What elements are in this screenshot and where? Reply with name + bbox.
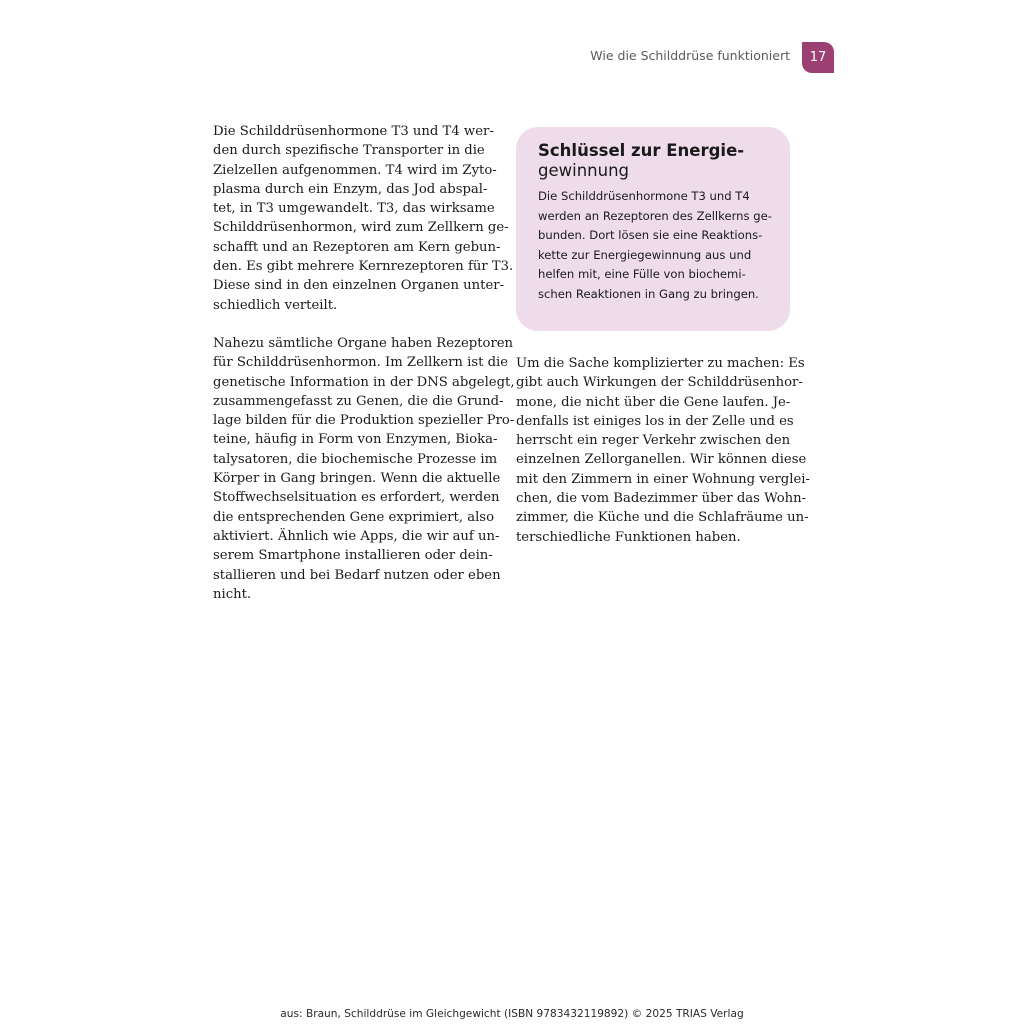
info-box-line: helfen mit, eine Fülle von biochemi- <box>538 267 746 282</box>
right-paragraph-1 <box>516 354 810 547</box>
paragraph-spacer <box>213 315 493 334</box>
text-line: Um die Sache komplizierter zu machen: Es <box>516 356 805 371</box>
info-box-title <box>538 141 776 181</box>
text-line: zimmer, die Küche und die Schlafräume un- <box>516 510 809 526</box>
text-line: teine, häufig in Form von Enzymen, Bioka- <box>213 432 498 448</box>
left-paragraph-2 <box>213 334 515 604</box>
text-line: mit den Zimmern in einer Wohnung verglei- <box>516 471 810 487</box>
text-line: für Schilddrüsenhormon. Im Zellkern ist die <box>213 355 509 371</box>
text-line: chen, die vom Badezimmer über das Wohn- <box>516 491 807 507</box>
text-line: stallieren und bei Bedarf nutzen oder eben <box>213 567 501 583</box>
info-box <box>516 127 790 331</box>
info-box-line: werden an Rezeptoren des Zellkerns ge- <box>538 208 772 223</box>
text-line: aktiviert. Ähnlich wie Apps, die wir auf un- <box>213 528 500 544</box>
text-line: Die Schilddrüsenhormone T3 und T4 wer- <box>213 124 494 139</box>
text-line: zusammengefasst zu Genen, die die Grund- <box>213 393 504 409</box>
text-line: Körper in Gang bringen. Wenn die aktuelle <box>213 471 501 487</box>
footer-citation: aus: Braun, Schilddrüse im Gleichgewicht (ISBN 9783432119892) © 2025 TRIAS Verlag <box>280 1008 744 1020</box>
text-line: den durch spezifische Transporter in die <box>213 143 485 159</box>
text-line: schiedlich verteilt. <box>213 297 338 313</box>
text-line: die entsprechenden Gene exprimiert, also <box>213 509 495 525</box>
text-line: serem Smartphone installieren oder dein- <box>213 548 493 564</box>
text-line: Diese sind in den einzelnen Organen unter- <box>213 278 505 294</box>
info-box-body <box>538 187 776 305</box>
text-line: nicht. <box>213 586 252 602</box>
text-line: plasma durch ein Enzym, das Jod abspal- <box>213 181 488 197</box>
info-box-title-line: Schlüssel zur Energie- <box>538 141 745 160</box>
text-line: einzelnen Zellorganellen. Wir können diese <box>516 452 807 468</box>
text-line: tet, in T3 umgewandelt. T3, das wirksame <box>213 201 495 217</box>
info-box-line: kette zur Energiegewinnung aus und <box>538 247 752 262</box>
running-head-title: Wie die Schilddrüse funktioniert <box>590 48 790 63</box>
page-number-badge: 17 <box>802 42 834 73</box>
text-line: Zielzellen aufgenommen. T4 wird im Zyto- <box>213 162 497 178</box>
info-box-title-line: gewinnung <box>538 161 630 180</box>
info-box-line: schen Reaktionen in Gang zu bringen. <box>538 286 759 301</box>
text-line: Nahezu sämtliche Organe haben Rezeptoren <box>213 335 514 351</box>
text-line: terschiedliche Funktionen haben. <box>516 529 741 545</box>
text-line: talysatoren, die biochemische Prozesse im <box>213 451 498 467</box>
text-line: Schilddrüsenhormon, wird zum Zellkern ge- <box>213 220 509 236</box>
left-column <box>213 122 515 604</box>
text-line: herrscht ein reger Verkehr zwischen den <box>516 433 791 449</box>
text-line: denfalls ist einiges los in der Zelle und es <box>516 413 794 429</box>
text-line: Stoffwechselsituation es erfordert, werden <box>213 490 500 506</box>
info-box-line: bunden. Dort lösen sie eine Reaktions- <box>538 228 763 243</box>
text-line: mone, die nicht über die Gene laufen. Je- <box>516 394 791 410</box>
left-paragraph-1 <box>213 122 514 315</box>
text-line: schafft und an Rezeptoren am Kern gebun- <box>213 239 501 255</box>
text-line: gibt auch Wirkungen der Schilddrüsenhor- <box>516 375 803 391</box>
text-line: lage bilden für die Produktion spezieller Pro- <box>213 413 515 429</box>
text-line: den. Es gibt mehrere Kernrezeptoren für T3. <box>213 259 514 275</box>
info-box-line: Die Schilddrüsenhormone T3 und T4 <box>538 189 750 203</box>
text-line: genetische Information in der DNS abgelegt, <box>213 374 515 390</box>
right-column <box>516 354 810 547</box>
